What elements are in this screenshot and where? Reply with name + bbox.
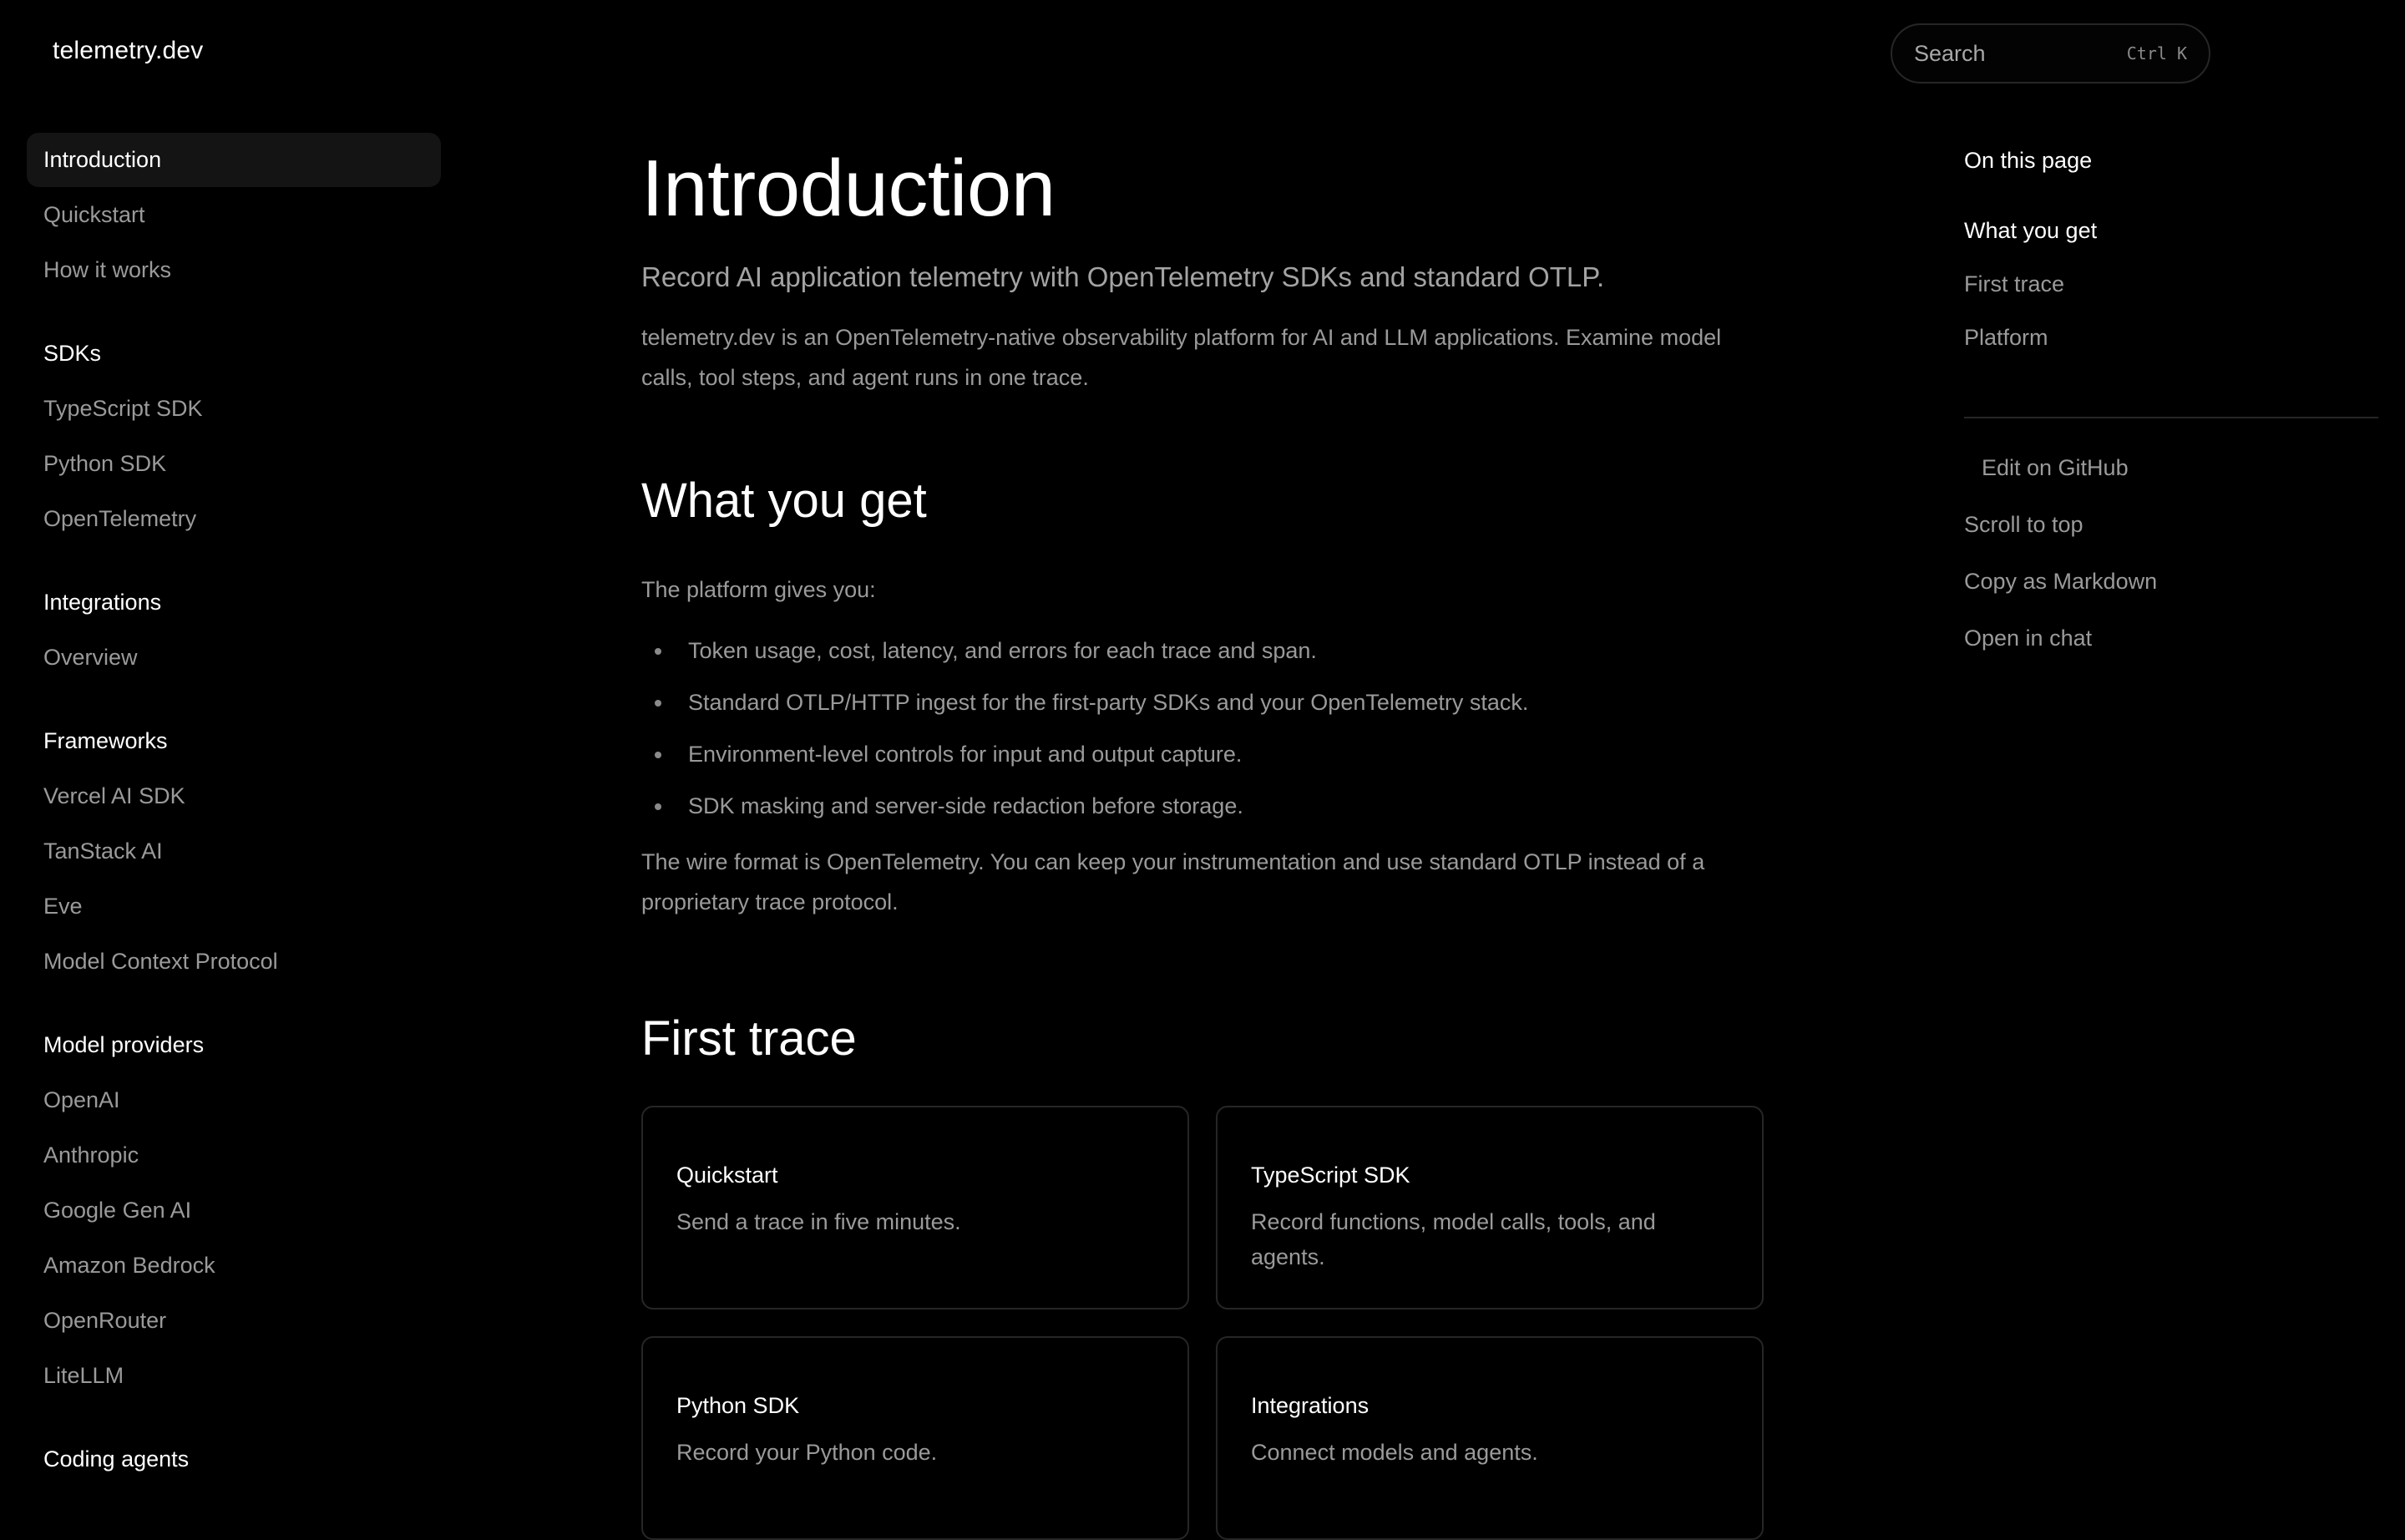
site-logo-link[interactable]: telemetry.dev xyxy=(53,37,204,64)
sidebar-item-openrouter[interactable]: OpenRouter xyxy=(43,1307,167,1333)
intro-paragraph: telemetry.dev is an OpenTelemetry-native observability platform for AI and LLM applications. Examine model calls, tool steps, and agent runs in one trace. xyxy=(641,325,1722,390)
toc-divider xyxy=(1964,417,2378,418)
heading-what-you-get: What you get xyxy=(641,474,927,528)
toc-item-first-trace[interactable]: First trace xyxy=(1964,271,2065,296)
first-trace-cards xyxy=(641,1106,1764,1540)
table-of-contents xyxy=(1964,144,2378,681)
toc-item-what-you-get[interactable]: What you get xyxy=(1964,218,2098,243)
sidebar-item-vercel-ai-sdk[interactable]: Vercel AI SDK xyxy=(43,783,185,808)
feature-text: SDK masking and server-side redaction before storage. xyxy=(688,793,1243,818)
list-item xyxy=(641,625,1764,676)
page-actions xyxy=(1964,453,2378,681)
bullet-dot xyxy=(655,803,661,810)
page-lead: Record AI application telemetry with OpenTelemetry SDKs and standard OTLP. xyxy=(641,261,1605,292)
sidebar-item-opentelemetry[interactable]: OpenTelemetry xyxy=(43,505,197,531)
sidebar-item-google-gen-ai[interactable]: Google Gen AI xyxy=(43,1197,192,1223)
copy-as-markdown-button[interactable]: Copy as Markdown xyxy=(1964,569,2158,594)
sidebar-section-model-providers: Model providers xyxy=(43,1031,205,1057)
card-quickstart[interactable] xyxy=(641,1106,1189,1310)
heading-first-trace: First trace xyxy=(641,1011,857,1066)
sidebar-section-frameworks: Frameworks xyxy=(43,727,168,753)
bullet-dot xyxy=(655,648,661,655)
edit-on-github-link[interactable]: Edit on GitHub xyxy=(1982,455,2129,480)
card-description: Record functions, model calls, tools, and agents. xyxy=(1251,1209,1656,1269)
search-placeholder: Search xyxy=(1914,40,1986,66)
card-integrations[interactable] xyxy=(1216,1336,1764,1540)
what-you-get-lead: The platform gives you: xyxy=(641,577,876,602)
sidebar-item-how-it-works[interactable]: How it works xyxy=(43,256,172,282)
sidebar-item-amazon-bedrock[interactable]: Amazon Bedrock xyxy=(43,1252,215,1278)
card-description: Send a trace in five minutes. xyxy=(676,1209,961,1234)
wire-format-paragraph: The wire format is OpenTelemetry. You can keep your instrumentation and use standard OTLP instead of a proprietary trace protocol. xyxy=(641,849,1705,914)
sidebar-item-overview[interactable]: Overview xyxy=(43,644,138,670)
sidebar-item-python-sdk[interactable]: Python SDK xyxy=(43,450,167,476)
page-title: Introduction xyxy=(641,144,1056,233)
card-description: Record your Python code. xyxy=(676,1440,938,1465)
card-title: Integrations xyxy=(1251,1393,1370,1418)
search-box[interactable] xyxy=(1891,23,2210,84)
bullet-dot xyxy=(655,700,661,707)
feature-text: Environment-level controls for input and output capture. xyxy=(688,742,1243,767)
list-item xyxy=(641,780,1764,832)
sidebar-item-model-context-protocol[interactable]: Model Context Protocol xyxy=(43,948,278,974)
scroll-to-top-button[interactable]: Scroll to top xyxy=(1964,512,2083,537)
sidebar-section-sdks: SDKs xyxy=(43,340,102,366)
sidebar-item-quickstart[interactable]: Quickstart xyxy=(43,201,145,227)
card-typescript-sdk[interactable] xyxy=(1216,1106,1764,1310)
sidebar-item-tanstack-ai[interactable]: TanStack AI xyxy=(43,838,163,864)
sidebar-item-openai[interactable]: OpenAI xyxy=(43,1087,120,1112)
sidebar-item-introduction[interactable]: Introduction xyxy=(27,133,441,187)
search-shortcut-hint: Ctrl K xyxy=(2126,43,2187,63)
sidebar-section-integrations: Integrations xyxy=(43,589,162,615)
card-title: Quickstart xyxy=(676,1163,778,1188)
feature-text: Standard OTLP/HTTP ingest for the first-party SDKs and your OpenTelemetry stack. xyxy=(688,690,1529,715)
toc-heading: On this page xyxy=(1964,148,2093,173)
toc-item-platform[interactable]: Platform xyxy=(1964,325,2048,350)
sidebar-item-anthropic[interactable]: Anthropic xyxy=(43,1142,139,1168)
card-title: Python SDK xyxy=(676,1393,800,1418)
sidebar-item-litellm[interactable]: LiteLLM xyxy=(43,1362,124,1388)
sidebar-item-typescript-sdk[interactable]: TypeScript SDK xyxy=(43,395,203,421)
list-item xyxy=(641,728,1764,780)
feature-list xyxy=(641,625,1764,832)
bullet-dot xyxy=(655,752,661,758)
toc-list xyxy=(1964,204,2378,364)
main-content xyxy=(641,134,1764,1540)
feature-text: Token usage, cost, latency, and errors for each trace and span. xyxy=(688,638,1317,663)
docs-sidebar xyxy=(27,133,441,1487)
sidebar-section-coding-agents: Coding agents xyxy=(43,1446,190,1472)
open-in-chat-button[interactable]: Open in chat xyxy=(1964,626,2093,651)
list-item xyxy=(641,676,1764,728)
card-python-sdk[interactable] xyxy=(641,1336,1189,1540)
sidebar-item-eve[interactable]: Eve xyxy=(43,893,83,919)
card-title: TypeScript SDK xyxy=(1251,1163,1410,1188)
card-description: Connect models and agents. xyxy=(1251,1440,1538,1465)
